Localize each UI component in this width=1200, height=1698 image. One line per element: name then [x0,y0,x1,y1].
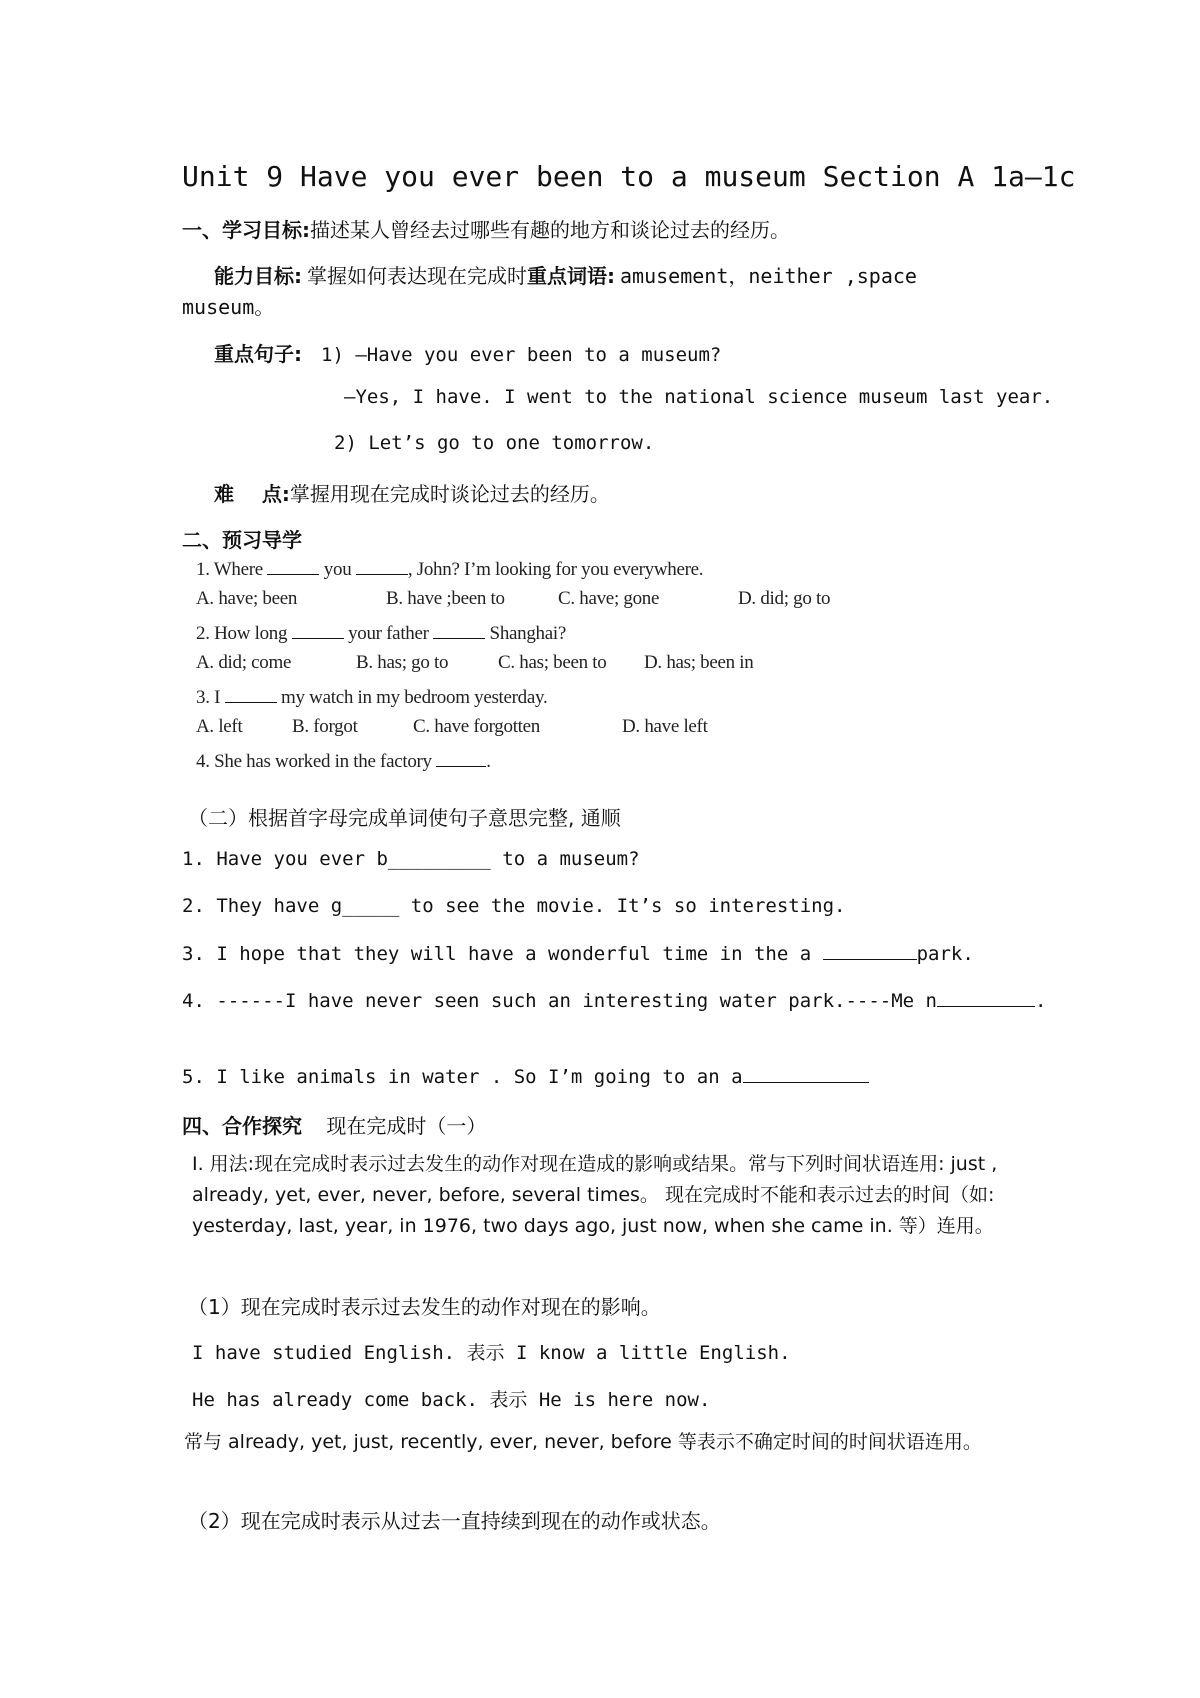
example-1: I have studied English. 表示 I know a little English. [192,1342,791,1364]
q2-option: B. has; go to [356,652,449,673]
q2-part: Shanghai? [485,623,567,644]
key1-question: 1) —Have you ever been to a museum? [321,344,722,366]
section1-text: 描述某人曾经去过哪些有趣的地方和谈论过去的经历。 [310,218,790,242]
q4-part: 4. She has worked in the factory [196,751,437,772]
q1-part: 1. Where [196,559,268,580]
fill-item-4 [182,988,1046,1012]
fill-item-4-tail: . [1034,990,1047,1012]
vocab-cont: museum。 [182,295,275,319]
q2-option: A. did; come [196,652,292,673]
q2-part: 2. How long [196,623,292,644]
q2-option: D. has; been in [644,652,754,673]
key-label: 重点句子: [214,342,302,366]
usage-paragraph: I. 用法:现在完成时表示过去发生的动作对现在造成的影响或结果。常与下列时间状语连用: just , already, yet, ever, never, before, several times。 现在完成时不能和表示过去的时间（如: yesterday, last, year, in 1976, two days ago, just now, when she came in. 等）连用。 [192,1153,998,1237]
q3-option: D. have left [622,716,708,737]
key1-answer: —Yes, I have. I went to the national science museum last year. [344,386,1054,408]
q3-blank [225,684,277,703]
q3-part: my watch in my bedroom yesterday. [276,687,548,708]
q1-option: B. have ;been to [386,588,505,609]
fill-item-4-text: 4. ------I have never seen such an interesting water park.----Me n [182,990,937,1012]
q3 [196,684,547,709]
section2-label: 二、预习导学 [182,528,302,552]
example-2: He has already come back. 表示 He is here now. [192,1389,711,1411]
section3-label: （二）根据首字母完成单词使句子意思完整, 通顺 [188,806,621,830]
fill-item-3-text: 3. I hope that they will have a wonderful time in the a [182,943,823,965]
ability-line [214,260,917,289]
usage-point-2: （2）现在完成时表示从过去一直持续到现在的动作或状态。 [188,1509,721,1533]
usage-point-1: （1）现在完成时表示过去发生的动作对现在的影响。 [188,1295,661,1319]
fill-item-5-text: 5. I like animals in water . So I’m going to an a [182,1066,743,1088]
q1 [196,556,703,581]
fill-item-4-blank [937,988,1035,1007]
section1-line [182,214,790,243]
vocab-label: 重点词语: [527,264,615,288]
fill-item-1: 1. Have you ever b_________ to a museum? [182,848,640,870]
page-title: Unit 9 Have you ever been to a museum Section A 1a—1c [182,160,1076,193]
q1-part: , John? I’m looking for you everywhere. [407,559,704,580]
fill-item-5 [182,1064,869,1088]
q3-option: A. left [196,716,243,737]
section1-label: 一、学习目标: [182,218,310,242]
section4-line [182,1110,486,1139]
section4-label: 四、合作探究 [182,1114,302,1138]
q2-option: C. has; been to [498,652,607,673]
fill-item-3 [182,941,974,965]
q4 [196,748,491,773]
q3-options [196,716,708,738]
q1-part: you [319,559,356,580]
q1-options [196,588,830,610]
vocab-text: amusement，neither ,space [620,264,917,288]
q4-part: . [486,751,491,772]
ability-label: 能力目标: [214,264,302,288]
q2 [196,620,566,645]
ability-text: 掌握如何表达现在完成时 [307,264,527,288]
q3-option: C. have forgotten [413,716,540,737]
fill-item-3-blank [823,941,917,960]
fill-item-2: 2. They have g_____ to see the movie. It’s so interesting. [182,895,846,917]
q1-blank [356,556,408,575]
fill-item-3-tail: park. [916,943,974,965]
q1-option: D. did; go to [738,588,831,609]
difficulty-text: 掌握用现在完成时谈论过去的经历。 [289,482,610,506]
fill-item-5-blank [743,1064,869,1083]
difficulty-label: 难 点: [214,482,290,506]
q2-blank [433,620,485,639]
key-sentence-line [214,338,721,367]
q3-option: B. forgot [292,716,358,737]
usage-note: 常与 already, yet, just, recently, ever, never, before 等表示不确定时间的时间状语连用。 [184,1431,982,1453]
q2-part: your father [343,623,434,644]
q1-option: C. have; gone [558,588,660,609]
q4-blank [436,748,486,767]
difficulty-line [214,478,610,507]
q2-blank [292,620,344,639]
q2-options [196,652,753,674]
q1-option: A. have; been [196,588,298,609]
section4-sub: 现在完成时（一） [326,1114,487,1138]
q1-blank [267,556,319,575]
key2: 2) Let’s go to one tomorrow. [334,432,655,454]
q3-part: 3. I [196,687,225,708]
